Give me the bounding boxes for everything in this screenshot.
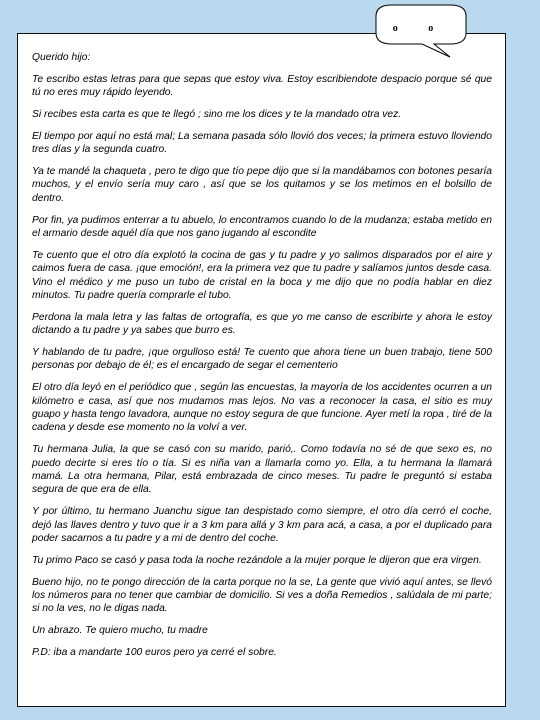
speech-bubble (372, 4, 468, 58)
speech-bubble-text: o o (392, 23, 448, 34)
letter-paragraph: Tu primo Paco se casó y pasa toda la noche rezándole a la mujer porque le dijeron que era virgen. (32, 554, 482, 566)
letter-paragraph: Bueno hijo, no te pongo dirección de la carta porque no la se, La gente que vivió aquí antes, se llevó los números para no tener que cambiar de domicilio. Si ves a doña Remedios , salúdala de mi parte; si no la ves, no le digas nada. (32, 576, 492, 615)
letter-salutation: Querido hijo: (32, 52, 91, 63)
letter-paragraph: Y hablando de tu padre, ¡que orgulloso está! Te cuento que ahora tiene un buen trabajo, tiene 500 personas por debajo de él; es el encargado de segar el cementerio (32, 347, 492, 372)
letter-paragraph: Un abrazo. Te quiero mucho, tu madre (32, 625, 208, 637)
letter-paragraph: P.D: iba a mandarte 100 euros pero ya cerré el sobre. (32, 647, 277, 659)
letter-body (32, 51, 492, 668)
letter-paragraph: Por fin, ya pudimos enterrar a tu abuelo, lo encontramos cuando lo de la mudanza; estaba metido en el armario desde aquél día que nos gano jugando al escondite (32, 214, 492, 240)
letter-paragraph: El tiempo por aquí no está mal; La semana pasada sólo llovió dos veces; la primera estuvo lloviendo tres días y la segunda cuatro. (32, 130, 492, 156)
letter-page (17, 33, 506, 707)
letter-paragraph: Te escribo estas letras para que sepas que estoy viva. Estoy escribiendote despacio porque sé que tú no eres muy rápido leyendo. (32, 73, 492, 99)
letter-paragraph: Si recibes esta carta es que te llegó ; sino me los dices y te la mandado otra vez. (32, 109, 402, 120)
letter-paragraph: Tu hermana Julia, la que se casó con su marido, parió,. Como todavía no sé de que sexo es, no puedo decirte si eres tío o tía. Si es niña van a llamarla como yo. Ella, a tu hermana la llamará mamá. La otra hermana, Pilar, está embrazada de cinco meses. Tu padre le preguntó si estaba segura de que era de ella. (32, 444, 492, 496)
letter-paragraph: Perdona la mala letra y las faltas de ortografía, es que yo me canso de escribirte y ahora le estoy dictando a tu padre y ya sabes que burro es. (32, 311, 492, 337)
letter-paragraph: Y por último, tu hermano Juanchu sigue tan despistado como siempre, el otro día cerró el coche, dejó las llaves dentro y tuvo que ir a 3 km para allá y 3 km para acá, a casa, a por el duplicado para poder sacarnos a tu padre y a mi de dentro del coche. (32, 506, 492, 545)
letter-paragraph: Ya te mandé la chaqueta , pero te digo que tío pepe dijo que si la mandábamos con botones pesaría muchos, y el envío sería muy caro , así que se los quitamos y se los metimos en el bolsillo de dentro. (32, 166, 492, 204)
letter-paragraph: Te cuento que el otro día explotó la cocina de gas y tu padre y yo salimos disparados por el aire y caimos fuera de casa. ¡que emoción!, era la primera vez que tu padre y salíamos juntos desde casa. Vino el médico y me puso un tubo de cristal en la boca y me dijo que no podía hablar en diez minutos. Tu padre quería comprarle el tubo. (32, 249, 492, 302)
letter-paragraph: El otro día leyó en el periódico que , según las encuestas, la mayoría de los accidentes ocurren a un kilómetro e casa, así que nos mudamos mas lejos. No vas a reconocer la casa, el sitio es muy guapo y hasta tengo lavadora, aunque no estoy segura de que funcione. Ayer metí la ropa , tiré de la cadena y desde ese momento no la volví a ver. (32, 382, 492, 434)
